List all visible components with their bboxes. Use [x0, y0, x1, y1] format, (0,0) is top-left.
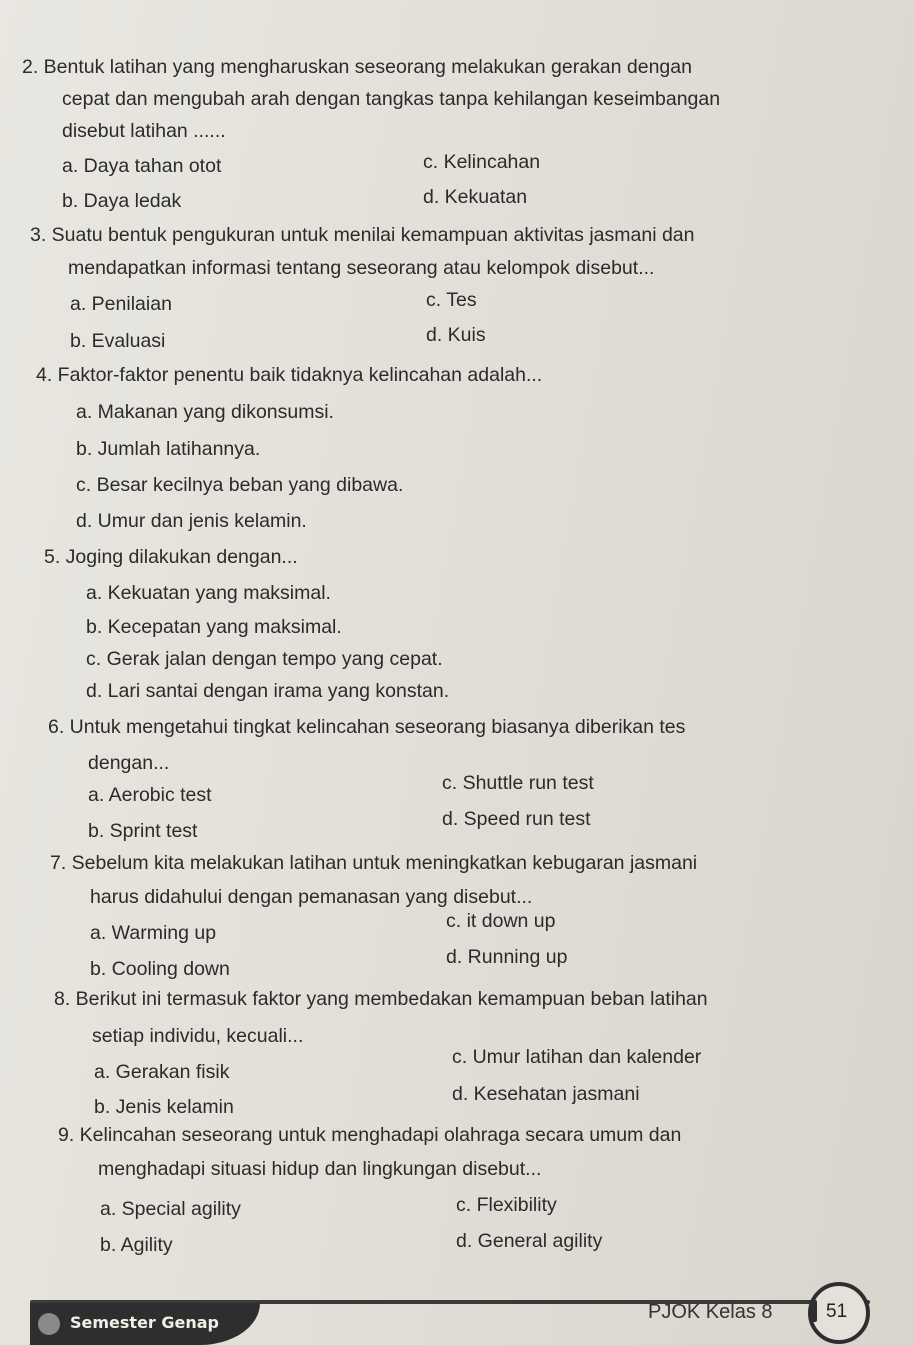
option-d: d. Running up	[446, 946, 568, 968]
question-text-line: 2. Bentuk latihan yang mengharuskan seseorang melakukan gerakan dengan	[22, 56, 692, 78]
option-b: b. Kecepatan yang maksimal.	[86, 616, 342, 638]
question-text-line: 3. Suatu bentuk pengukuran untuk menilai kemampuan aktivitas jasmani dan	[30, 224, 695, 246]
option-b: b. Evaluasi	[70, 330, 166, 352]
option-b: b. Cooling down	[90, 958, 230, 980]
page-number: 51	[826, 1301, 848, 1322]
question-text-line: menghadapi situasi hidup dan lingkungan disebut...	[98, 1158, 542, 1180]
question-text-line: setiap individu, kecuali...	[92, 1025, 304, 1047]
option-c: c. Flexibility	[456, 1194, 557, 1216]
option-c: c. Tes	[426, 289, 477, 311]
semester-tab	[30, 1303, 260, 1345]
option-c: c. Gerak jalan dengan tempo yang cepat.	[86, 648, 443, 670]
option-a: a. Penilaian	[70, 293, 172, 315]
option-a: a. Warming up	[90, 922, 217, 944]
option-d: d. Kuis	[426, 324, 486, 346]
option-a: a. Special agility	[100, 1198, 241, 1220]
question-text-line: 6. Untuk mengetahui tingkat kelincahan seseorang biasanya diberikan tes	[48, 716, 686, 738]
option-c: c. Shuttle run test	[442, 772, 594, 794]
option-b: b. Agility	[100, 1234, 173, 1256]
question-text-line: 9. Kelincahan seseorang untuk menghadapi olahraga secara umum dan	[58, 1124, 682, 1146]
option-d: d. Kekuatan	[423, 186, 528, 208]
question-text-line: mendapatkan informasi tentang seseorang atau kelompok disebut...	[68, 257, 655, 279]
option-c: c. Umur latihan dan kalender	[452, 1046, 702, 1068]
option-d: d. Kesehatan jasmani	[452, 1083, 640, 1105]
option-a: a. Aerobic test	[88, 784, 212, 806]
question-text-line: 7. Sebelum kita melakukan latihan untuk meningkatkan kebugaran jasmani	[50, 852, 698, 874]
option-a: a. Gerakan fisik	[94, 1061, 230, 1083]
option-c: c. Kelincahan	[423, 151, 541, 173]
option-b: b. Sprint test	[88, 820, 198, 842]
option-b: b. Daya ledak	[62, 190, 182, 212]
option-c: c. it down up	[446, 910, 556, 932]
option-a: a. Makanan yang dikonsumsi.	[76, 401, 334, 423]
option-c: c. Besar kecilnya beban yang dibawa.	[76, 474, 404, 496]
question-text-line: dengan...	[88, 752, 170, 774]
semester-label: Semester Genap	[70, 1313, 220, 1332]
question-text-line: cepat dan mengubah arah dengan tangkas tanpa kehilangan keseimbangan	[62, 88, 721, 110]
question-text-line: disebut latihan ......	[62, 120, 226, 142]
option-d: d. Speed run test	[442, 808, 591, 830]
semester-logo-icon	[38, 1313, 60, 1335]
option-d: d. General agility	[456, 1230, 603, 1252]
question-text-line: harus didahului dengan pemanasan yang disebut...	[90, 886, 533, 908]
question-text-line: 5. Joging dilakukan dengan...	[44, 546, 298, 568]
question-text-line: 4. Faktor-faktor penentu baik tidaknya kelincahan adalah...	[36, 364, 543, 386]
book-title: PJOK Kelas 8	[648, 1301, 773, 1323]
option-a: a. Daya tahan otot	[62, 155, 222, 177]
page-badge-mark	[811, 1300, 817, 1322]
question-text-line: 8. Berikut ini termasuk faktor yang membedakan kemampuan beban latihan	[54, 988, 708, 1010]
option-a: a. Kekuatan yang maksimal.	[86, 582, 331, 604]
option-d: d. Umur dan jenis kelamin.	[76, 510, 307, 532]
option-b: b. Jumlah latihannya.	[76, 438, 261, 460]
option-b: b. Jenis kelamin	[94, 1096, 234, 1118]
option-d: d. Lari santai dengan irama yang konstan.	[86, 680, 450, 702]
